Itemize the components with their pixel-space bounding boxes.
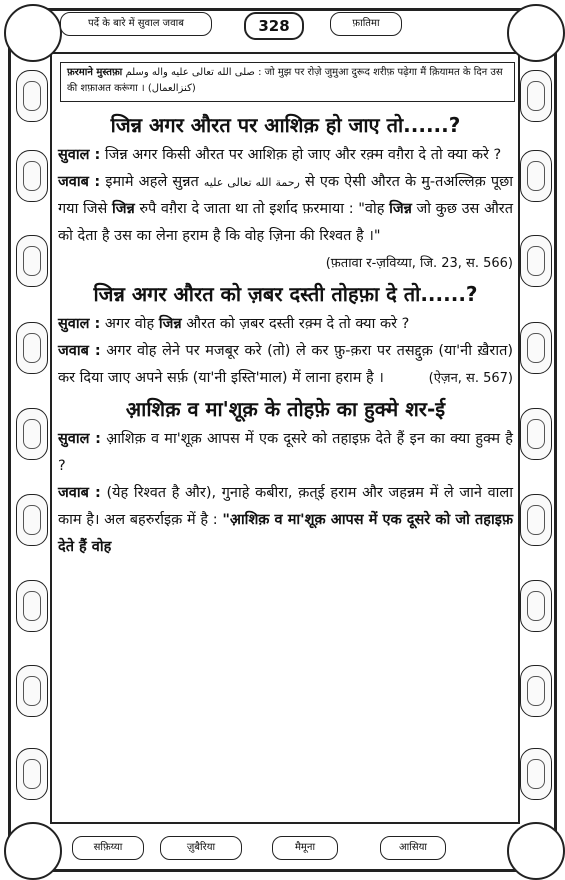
answer-paragraph bbox=[58, 480, 513, 561]
left-ornament-column bbox=[14, 60, 48, 820]
hadith-label: फ़रमाने मुस्तफ़ा bbox=[67, 67, 123, 78]
name-medallion bbox=[520, 665, 552, 717]
name-medallion bbox=[16, 235, 48, 287]
answer-emphasis: जिन्न bbox=[389, 201, 412, 217]
question-paragraph bbox=[58, 311, 513, 338]
question-label: सुवाल : bbox=[58, 316, 101, 332]
footer-name-caption: मैमूना bbox=[272, 836, 338, 860]
answer-label: जवाब : bbox=[58, 343, 101, 359]
question-paragraph bbox=[58, 426, 513, 480]
footer-name-caption: ज़ुबैरिया bbox=[160, 836, 242, 860]
question-text: जिन्न अगर किसी औरत पर आशिक़ हो जाए और रक़्म वग़ैरा दे तो क्या करे ? bbox=[104, 147, 502, 163]
name-medallion bbox=[520, 322, 552, 374]
answer-text: (येह रिश्वत है और), गुनाहे कबीरा, क़त्ई हराम और जहन्नम में ले जाने वाला काम है। अल बहरुर्राइक़ में है : bbox=[58, 485, 514, 528]
section-heading: जिन्न अगर औरत को ज़बर दस्ती तोहफ़ा दे तो......? bbox=[93, 282, 478, 306]
answer-text: इमामे अहले सुन्नत bbox=[105, 174, 199, 190]
name-medallion bbox=[16, 580, 48, 632]
answer-label: जवाब : bbox=[58, 174, 101, 190]
section-heading: जिन्न अगर औरत पर आशिक़ हो जाए तो......? bbox=[110, 113, 461, 137]
name-medallion bbox=[520, 150, 552, 202]
name-medallion bbox=[16, 322, 48, 374]
answer-text: से एक ऐसी औरत के मु-तअल्लिक़ पूछा गया जिसे bbox=[58, 174, 514, 217]
answer-paragraph bbox=[58, 169, 513, 250]
book-title-caption: पर्दे के बारे में सुवाल जवाब bbox=[60, 12, 212, 36]
hadith-box bbox=[60, 62, 515, 102]
name-medallion bbox=[16, 494, 48, 546]
footer-name-caption: सफ़िय्या bbox=[72, 836, 144, 860]
question-paragraph bbox=[58, 142, 513, 169]
honorific-arabic: رحمة الله تعالى عليه bbox=[203, 176, 300, 189]
answer-text: रुपै वग़ैरा दे जाता था तो इर्शाद फ़रमाया : "वोह bbox=[139, 201, 385, 217]
main-content bbox=[58, 108, 513, 561]
name-medallion bbox=[520, 748, 552, 800]
name-medallion bbox=[16, 408, 48, 460]
name-medallion bbox=[520, 235, 552, 287]
hadith-text: : जो मुझ पर रोज़े जुमुआ दुरूद शरीफ़ पढ़ेगा मैं क़ियामत के दिन उस की शफ़ाअत करूंगा । (کنزالعمال) bbox=[67, 67, 503, 94]
question-label: सुवाल : bbox=[58, 431, 101, 447]
header-name-caption: फ़ातिमा bbox=[330, 12, 402, 36]
name-medallion bbox=[16, 748, 48, 800]
question-emphasis: जिन्न bbox=[158, 316, 182, 332]
answer-emphasis: जिन्न bbox=[111, 201, 135, 217]
answer-label: जवाब : bbox=[58, 485, 101, 501]
question-text: औरत को ज़बर दस्ती रक़्म दे तो क्या करे ? bbox=[186, 316, 410, 332]
answer-text: जो कुछ उस औरत को देता है उस का लेना हराम है कि वोह ज़िना की रिश्वत है ।" bbox=[58, 201, 513, 244]
question-text: आ़शिक़ व मा'शूक़ आपस में एक दूसरे को तहाइफ़ देते हैं इन का क्या हुक्म है ? bbox=[58, 431, 513, 474]
question-text: अगर वोह bbox=[104, 316, 155, 332]
page-number: 328 bbox=[244, 12, 304, 40]
section-heading: आ़शिक़ व मा'शूक़ के तोहफ़े का हुक्मे शर-ई bbox=[125, 397, 446, 421]
name-medallion bbox=[520, 494, 552, 546]
corner-ornament bbox=[507, 4, 565, 62]
answer-text: अगर वोह लेने पर मजबूर करे (तो) ले कर फ़ु-क़रा पर तसद्दुक़ (या'नी ख़ैरात) कर दिया जाए अपने सर्फ़ (या'नी इस्ति'माल) में लाना हराम है । bbox=[58, 343, 514, 386]
name-medallion bbox=[520, 408, 552, 460]
corner-ornament bbox=[507, 822, 565, 880]
footer-name-caption: आसिया bbox=[380, 836, 446, 860]
hadith-arabic: صلى الله تعالى عليه واله وسلم bbox=[125, 67, 255, 78]
name-medallion bbox=[16, 665, 48, 717]
right-ornament-column bbox=[518, 60, 552, 820]
question-label: सुवाल : bbox=[58, 147, 101, 163]
reference-citation: (ऐज़न, स. 567) bbox=[428, 371, 513, 386]
name-medallion bbox=[520, 70, 552, 122]
answer-emphasis: "आ़शिक़ व मा'शूक़ आपस में एक दूसरे को जो तहाइफ़ देते हैं वोह bbox=[58, 512, 513, 555]
corner-ornament bbox=[4, 4, 62, 62]
name-medallion bbox=[16, 150, 48, 202]
reference-citation: (फ़तावा र-ज़विय्या, जि. 23, स. 566) bbox=[325, 256, 513, 271]
name-medallion bbox=[16, 70, 48, 122]
answer-paragraph bbox=[58, 338, 513, 392]
corner-ornament bbox=[4, 822, 62, 880]
name-medallion bbox=[520, 580, 552, 632]
